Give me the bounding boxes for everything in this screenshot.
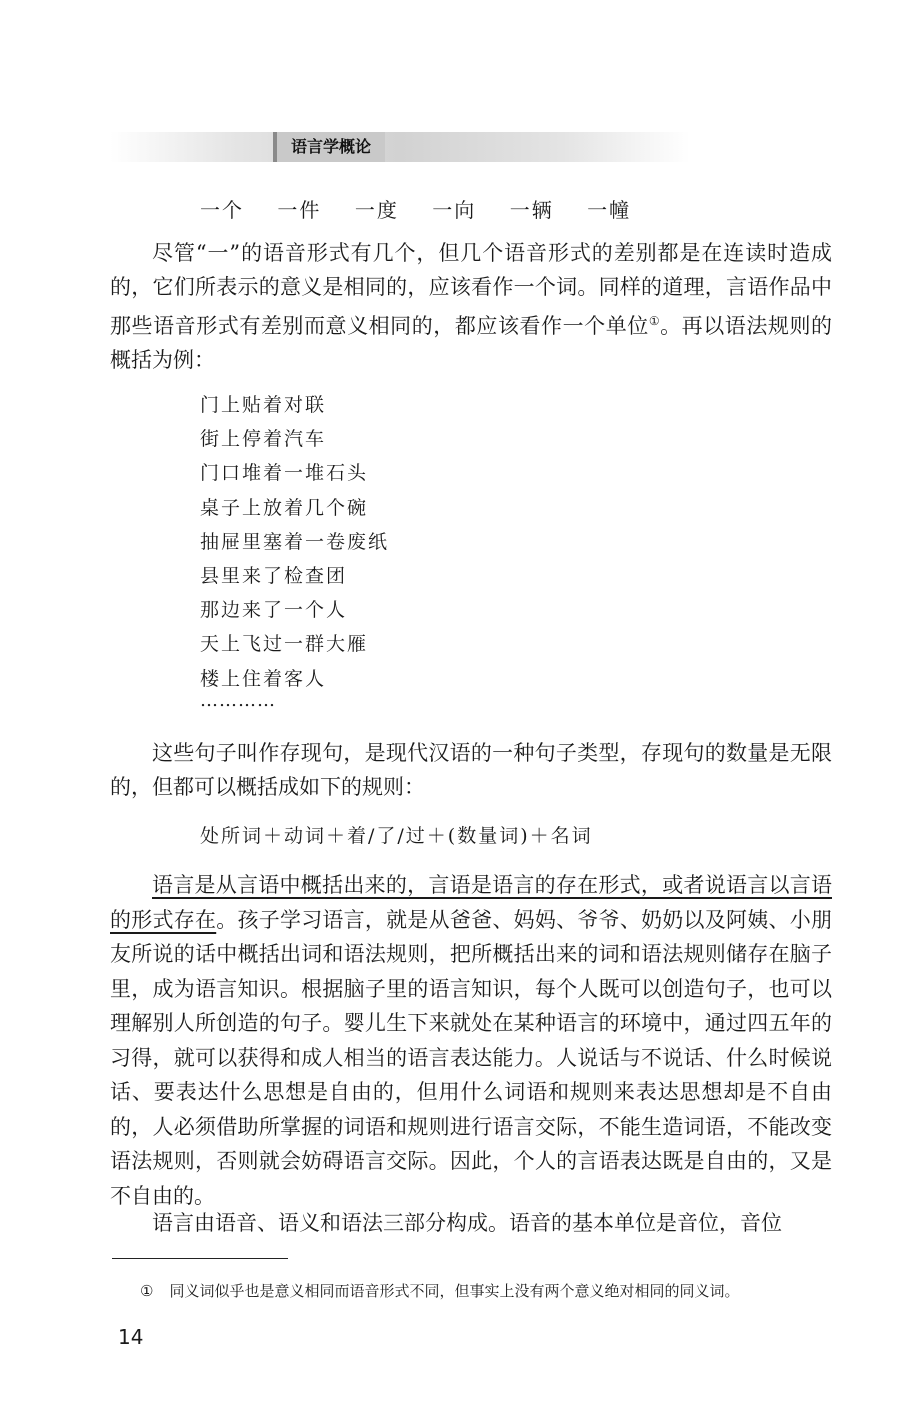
list-ellipsis: ………… xyxy=(200,690,276,711)
example-sentence: 楼上住着客人 xyxy=(200,667,327,690)
footnote xyxy=(140,1280,739,1302)
underlined-key-sentence: 语言是从言语中概括出来的，言语是语言的存在形式，或者说语言以言语的形式存在 xyxy=(110,873,832,932)
example-sentence: 县里来了检查团 xyxy=(200,565,348,588)
footnote-reference: ① xyxy=(648,314,661,328)
footnote-mark: ① xyxy=(140,1282,154,1300)
example-sentence: 天上飞过一群大雁 xyxy=(200,633,369,656)
paragraph-2-text: 这些句子叫作存现句，是现代汉语的一种句子类型，存现句的数量是无限的，但都可以概括成如下的规则： xyxy=(110,741,832,799)
running-header-title: 语言学概论 xyxy=(273,132,385,162)
paragraph-1 xyxy=(110,236,832,377)
example-sentence: 门口堆着一堆石头 xyxy=(200,462,369,485)
example-sentence: 那边来了一个人 xyxy=(200,599,348,622)
example-sentence: 抽屉里塞着一卷废纸 xyxy=(200,530,390,553)
example-sentence: 街上停着汽车 xyxy=(200,428,327,451)
page-number: 14 xyxy=(118,1325,144,1349)
example-sentence-list xyxy=(200,388,389,696)
footnote-text: 同义词似乎也是意义相同而语音形式不同，但事实上没有两个意义绝对相同的同义词。 xyxy=(169,1282,740,1300)
paragraph-1-tail: 。再以语法规则的概括为例： xyxy=(110,314,832,372)
paragraph-1-text xyxy=(110,236,832,377)
header-band xyxy=(110,132,690,162)
example-sentence: 桌子上放着几个碗 xyxy=(200,496,369,519)
paragraph-2 xyxy=(110,736,832,804)
paragraph-3-text xyxy=(110,868,832,1213)
paragraph-1-body: 尽管“一”的语音形式有几个，但几个语音形式的差别都是在连读时造成的，它们所表示的意义是相同的，应该看作一个词。同样的道理，言语作品中那些语音形式有差别而意义相同的，都应该看作一个单位 xyxy=(110,241,832,338)
measure-word-examples: 一个 一件 一度 一向 一辆 一幢 xyxy=(200,198,632,222)
paragraph-4 xyxy=(110,1206,832,1240)
example-sentence: 门上贴着对联 xyxy=(200,394,327,416)
grammar-rule-formula: 处所词＋动词＋着/了/过＋(数量词)＋名词 xyxy=(200,825,593,847)
paragraph-4-text: 语言由语音、语义和语法三部分构成。语音的基本单位是音位，音位 xyxy=(152,1211,782,1235)
footnote-divider xyxy=(112,1258,288,1259)
paragraph-3-body: 。孩子学习语言，就是从爸爸、妈妈、爷爷、奶奶以及阿姨、小朋友所说的话中概括出词和语法规则，把所概括出来的词和语法规则储存在脑子里，成为语言知识。根据脑子里的语言知识，每个人既可以创造句子，也可以理解别人所创造的句子。婴儿生下来就处在某种语言的环境中，通过四五年的习得，就可以获得和成人相当的语言表达能力。人说话与不说话、什么时候说话、要表达什么思想是自由的，但用什么词语和规则来表达思想却是不自由的，人必须借助所掌握的词语和规则进行语言交际，不能生造词语，不能改变语法规则，否则就会妨碍语言交际。因此，个人的言语表达既是自由的，又是不自由的。 xyxy=(110,907,833,1208)
paragraph-3 xyxy=(110,868,832,1213)
